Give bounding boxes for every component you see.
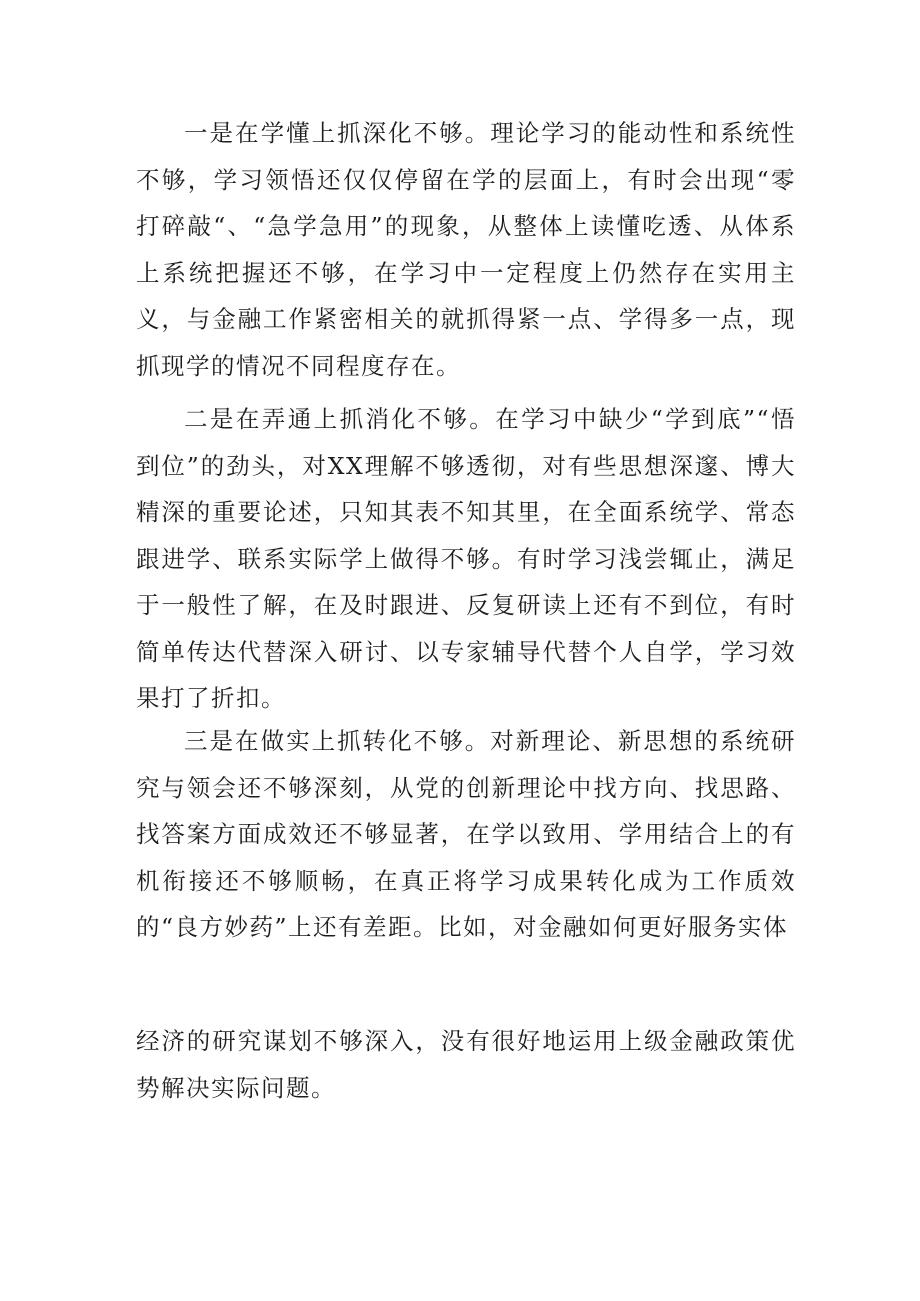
paragraph-2: 二是在弄通上抓消化不够。在学习中缺少“学到底”“悟到位”的劲头，对XX理解不够透彻，对有些思想深邃、博大精深的重要论述，只知其表不知其里，在全面系统学、常态跟进学、联系实际学上做得不够。有时学习浅尝辄止，满足于一般性了解，在及时跟进、反复研读上还有不到位，有时简单传达代替深入研讨、以专家辅导代替个人自学，学习效果打了折扣。 — [136, 405, 796, 712]
paragraph-1: 一是在学懂上抓深化不够。理论学习的能动性和系统性不够，学习领悟还仅仅停留在学的层面上，有时会出现“零打碎敲“、“急学急用”的现象，从整体上读懂吃透、从体系上系统把握还不够，在学习中一定程度上仍然存在实用主义，与金融工作紧密相关的就抓得紧一点、学得多一点，现抓现学的情况不同程度存在。 — [136, 119, 796, 380]
paragraph-3: 三是在做实上抓转化不够。对新理论、新思想的系统研究与领会还不够深刻，从党的创新理论中找方向、找思路、找答案方面成效还不够显著，在学以致用、学用结合上的有机衔接还不够顺畅，在真正将学习成果转化成为工作质效的“良方妙药”上还有差距。比如，对金融如何更好服务实体 — [136, 727, 796, 941]
paragraph-4: 经济的研究谋划不够深入，没有很好地运用上级金融政策优势解决实际问题。 — [136, 1027, 796, 1102]
